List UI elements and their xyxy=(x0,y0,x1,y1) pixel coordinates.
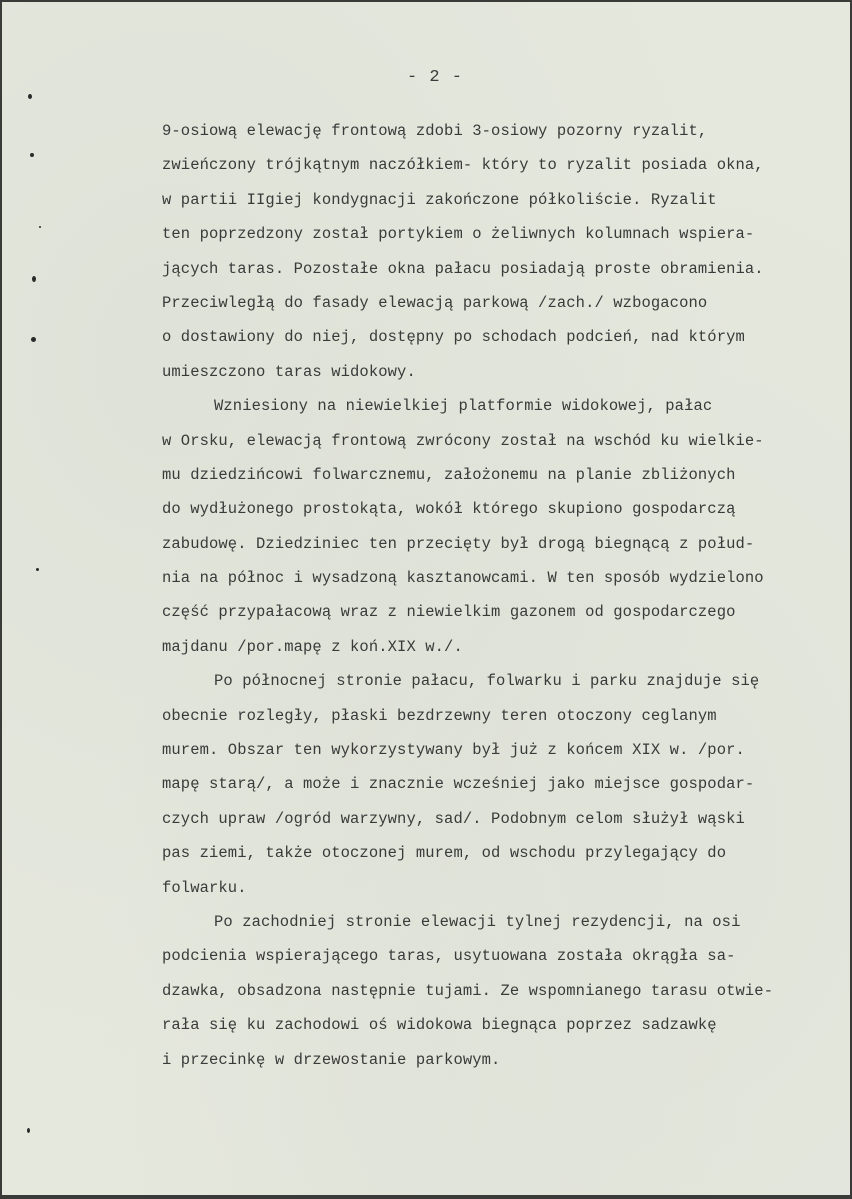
margin-punch-mark xyxy=(36,568,39,571)
margin-punch-mark xyxy=(30,153,34,157)
text-line: obecnie rozległy, płaski bezdrzewny teren otoczony ceglanym xyxy=(162,706,717,725)
margin-punch-mark xyxy=(39,226,41,228)
text-line: rała się ku zachodowi oś widokowa biegnąca poprzez sadzawkę xyxy=(162,1016,717,1035)
text-line: folwarku. xyxy=(162,878,247,897)
margin-punch-mark xyxy=(27,1128,30,1133)
text-line: majdanu /por.mapę z koń.XIX w./. xyxy=(162,637,463,656)
text-line: Po północnej stronie pałacu, folwarku i parku znajduje się xyxy=(214,672,760,691)
margin-punch-mark xyxy=(31,337,36,342)
margin-punch-mark xyxy=(28,94,32,99)
paragraph-1 xyxy=(162,114,852,389)
text-line: o dostawiony do niej, dostępny po schodach podcień, nad którym xyxy=(162,328,745,347)
text-line: Wzniesiony na niewielkiej platformie widokowej, pałac xyxy=(214,397,713,416)
document-page xyxy=(2,2,850,1195)
paragraph-4 xyxy=(162,905,852,1077)
text-line: zabudowę. Dziedziniec ten przecięty był drogą biegnącą z połud- xyxy=(162,534,755,553)
text-line: Po zachodniej stronie elewacji tylnej rezydencji, na osi xyxy=(214,912,741,931)
text-line: mu dziedzińcowi folwarcznemu, założonemu na planie zbliżonych xyxy=(162,465,736,484)
text-line: do wydłużonego prostokąta, wokół którego skupiono gospodarczą xyxy=(162,500,736,519)
paragraph-3 xyxy=(162,664,852,905)
text-line: jących taras. Pozostałe okna pałacu posiadają proste obramienia. xyxy=(162,259,764,278)
text-line: w partii IIgiej kondygnacji zakończone półkoliście. Ryzalit xyxy=(162,190,717,209)
text-line: nia na północ i wysadzoną kasztanowcami. W ten sposób wydzielono xyxy=(162,569,764,588)
text-line: w Orsku, elewacją frontową zwrócony został na wschód ku wielkie- xyxy=(162,431,764,450)
text-line: Przeciwległą do fasady elewacją parkową /zach./ wzbogacono xyxy=(162,293,708,312)
text-line: mapę starą/, a może i znacznie wcześniej jako miejsce gospodar- xyxy=(162,775,755,794)
text-line: pas ziemi, także otoczonej murem, od wschodu przylegający do xyxy=(162,844,727,863)
text-line: czych upraw /ogród warzywny, sad/. Podobnym celom służył wąski xyxy=(162,809,745,828)
typewritten-body xyxy=(162,114,852,1077)
text-line: 9-osiową elewację frontową zdobi 3-osiowy pozorny ryzalit, xyxy=(162,122,708,140)
text-line: część przypałacową wraz z niewielkim gazonem od gospodarczego xyxy=(162,603,736,622)
text-line: dzawka, obsadzona następnie tujami. Ze wspomnianego tarasu otwie- xyxy=(162,981,774,1000)
paragraph-2 xyxy=(162,389,852,664)
text-line: umieszczono taras widokowy. xyxy=(162,362,416,381)
page-number: - 2 - xyxy=(406,68,463,87)
text-line: i przecinkę w drzewostanie parkowym. xyxy=(162,1050,501,1069)
margin-punch-mark xyxy=(32,276,36,282)
text-line: ten poprzedzony został portykiem o żeliwnych kolumnach wspiera- xyxy=(162,225,755,244)
text-line: murem. Obszar ten wykorzystywany był już z końcem XIX w. /por. xyxy=(162,741,745,760)
text-line: podcienia wspierającego taras, usytuowana została okrągła sa- xyxy=(162,947,736,966)
text-line: zwieńczony trójkątnym naczółkiem- który to ryzalit posiada okna, xyxy=(162,156,764,175)
